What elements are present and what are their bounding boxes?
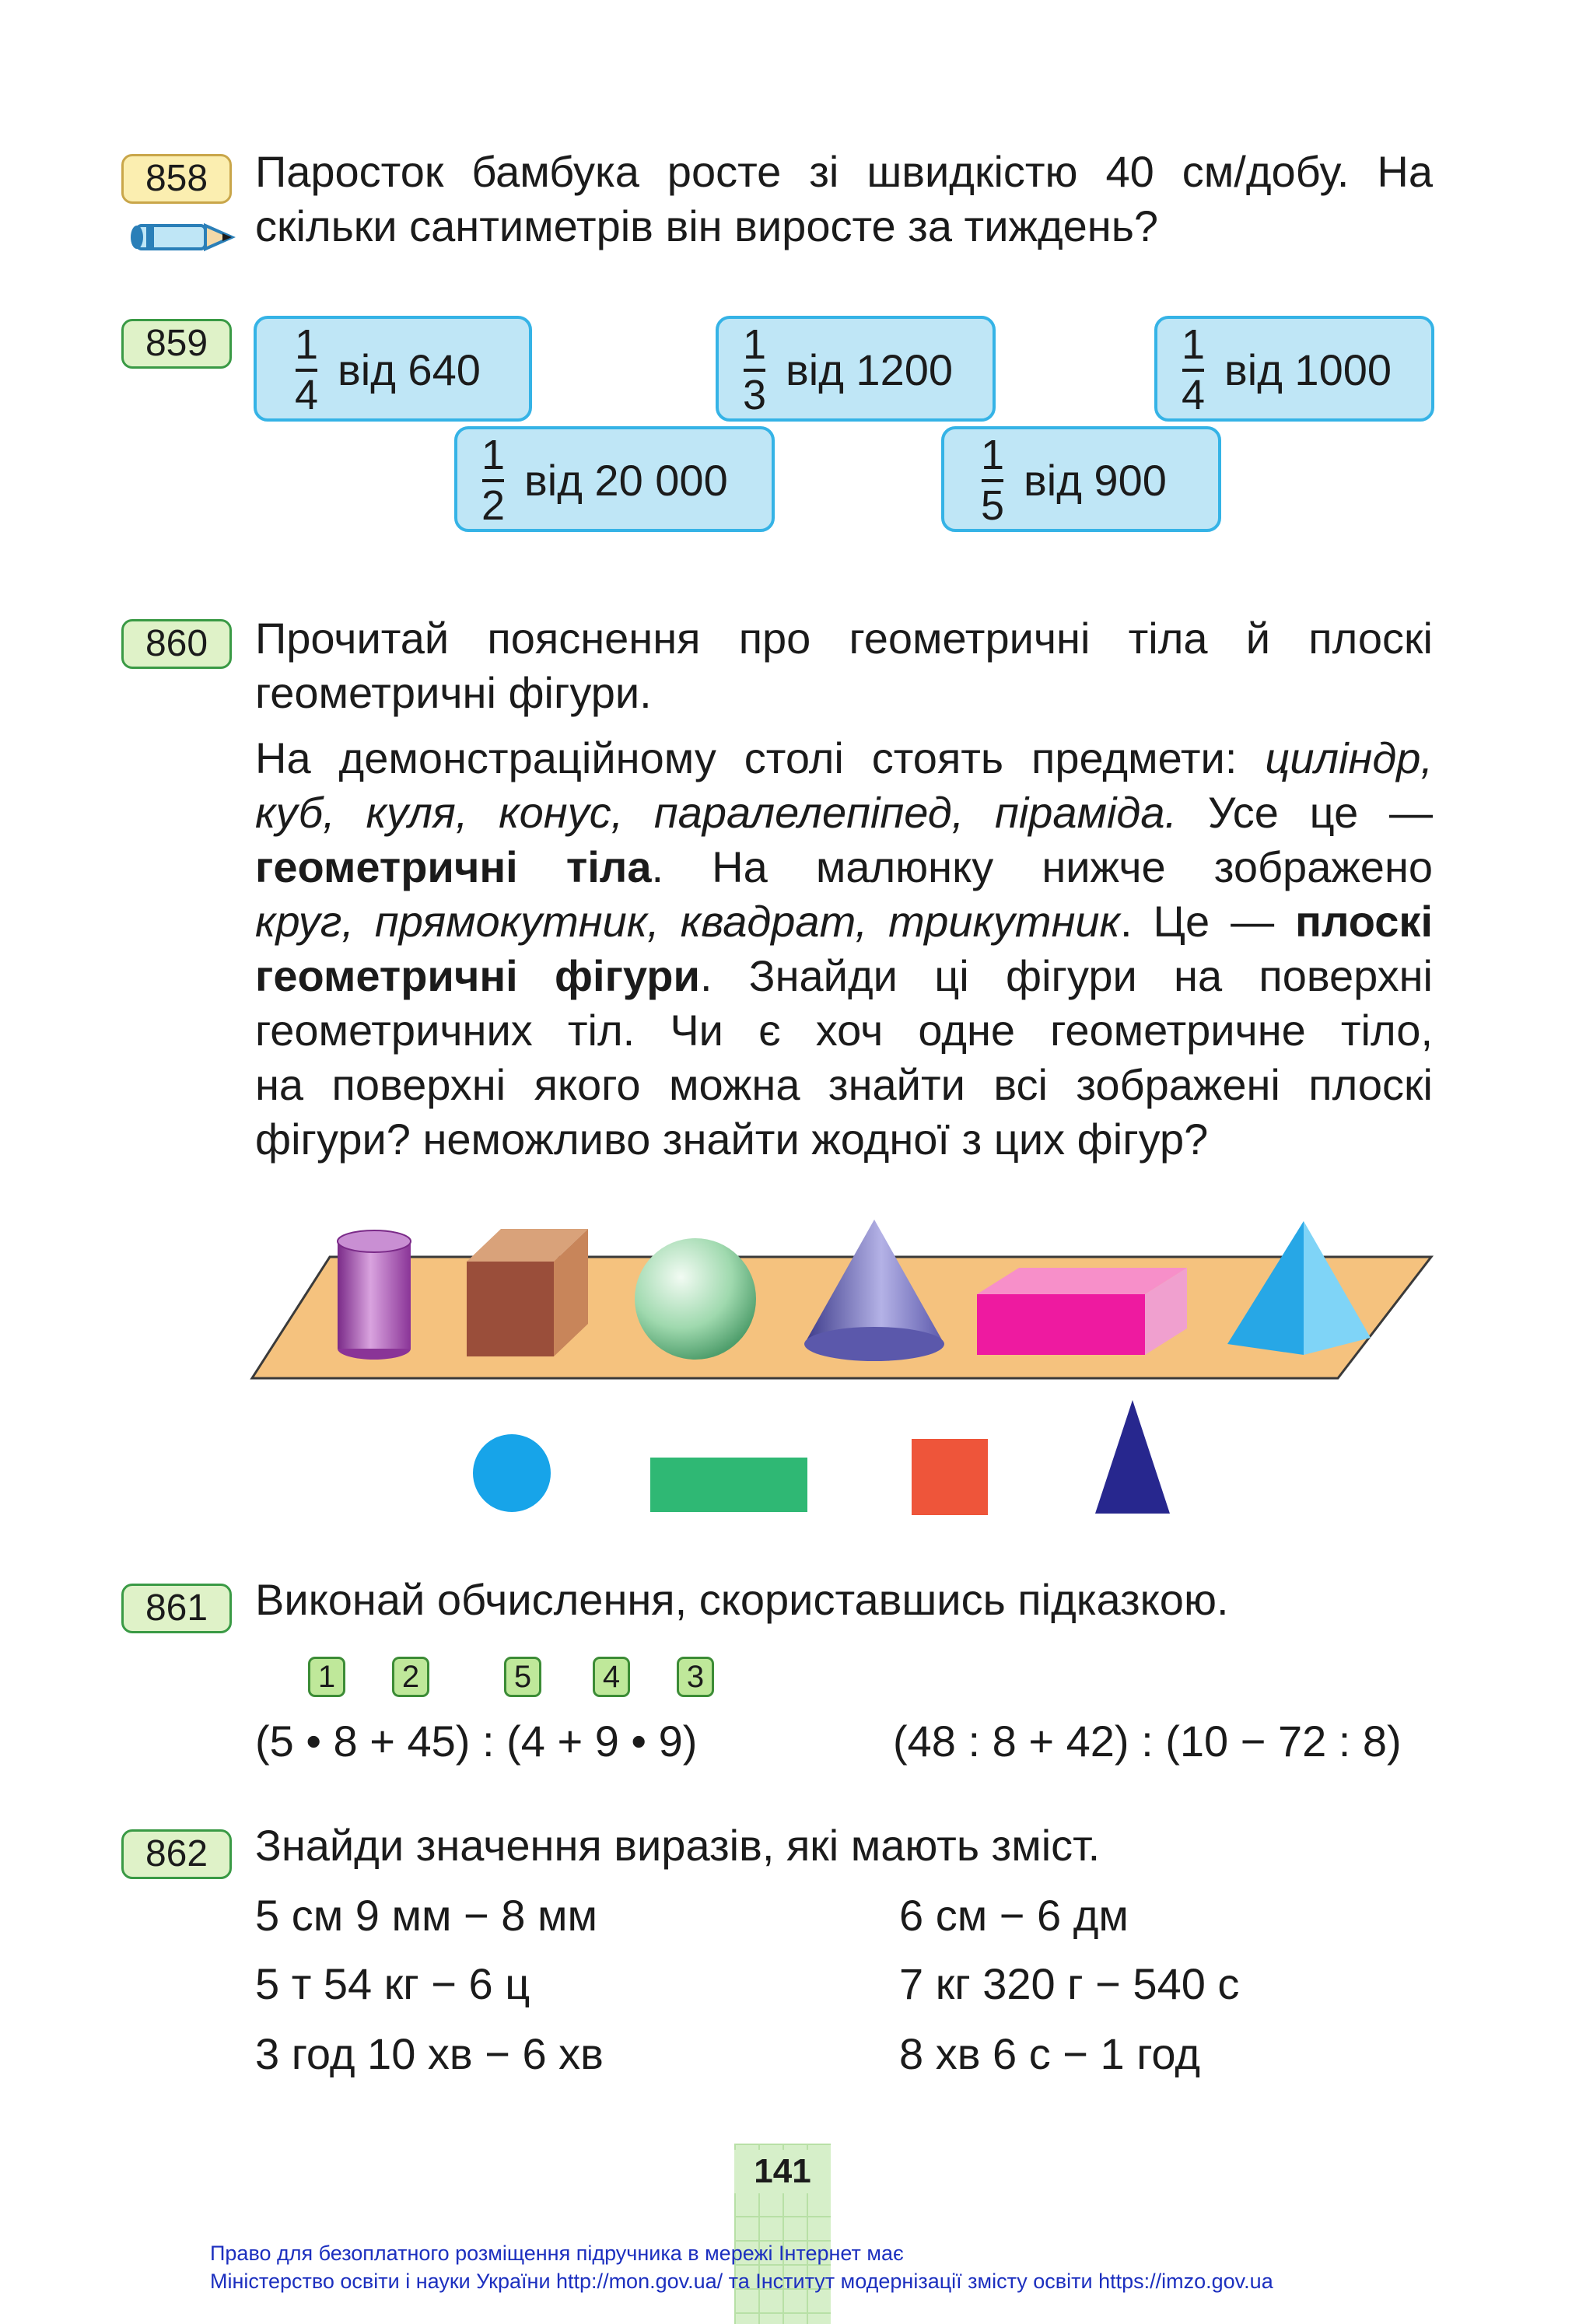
para-bold: плоскі bbox=[1295, 897, 1433, 946]
fraction-numerator: 1 bbox=[742, 321, 767, 368]
fraction-denominator: 2 bbox=[481, 482, 506, 529]
task-860-para-line7: на поверхні якого можна знайти всі зображені плоскі bbox=[255, 1060, 1433, 1109]
task-858-line2: скільки сантиметрів він виросте за тиждень? bbox=[255, 201, 1159, 250]
para-italic: куб, куля, конус, паралелепіпед, піраміда. bbox=[255, 788, 1178, 837]
task-861-text: Виконай обчислення, скориставшись підказкою. bbox=[255, 1575, 1229, 1624]
para-italic: циліндр, bbox=[1265, 733, 1434, 782]
fraction-text: від 1200 bbox=[786, 345, 954, 394]
hint-order-3: 3 bbox=[677, 1657, 714, 1697]
fraction-numerator: 1 bbox=[1181, 321, 1206, 368]
task-860-para-line3 bbox=[255, 840, 1433, 894]
task-number-859: 859 bbox=[121, 319, 232, 369]
rectangle-figure bbox=[650, 1458, 807, 1512]
para-text: . Знайди ці фігури на поверхні bbox=[699, 951, 1433, 1000]
expr-left-1: 5 см 9 мм − 8 мм bbox=[255, 1891, 597, 1940]
para-italic: круг, прямокутник, квадрат, трикутник bbox=[255, 897, 1120, 946]
triangle-figure bbox=[1095, 1400, 1170, 1514]
task-860-para-line8: фігури? неможливо знайти жодної з цих фігур? bbox=[255, 1115, 1209, 1164]
task-860-para-line4 bbox=[255, 894, 1433, 949]
fraction-numerator: 1 bbox=[294, 321, 319, 368]
hint-order-5: 5 bbox=[504, 1657, 541, 1697]
expression-2: (48 : 8 + 42) : (10 − 72 : 8) bbox=[893, 1717, 1402, 1766]
task-number-862: 862 bbox=[121, 1829, 232, 1879]
sphere-solid bbox=[635, 1238, 756, 1360]
task-860-para-line5 bbox=[255, 949, 1433, 1003]
fraction-text: від 900 bbox=[1024, 456, 1167, 505]
pencil-icon bbox=[123, 218, 240, 257]
expr-left-2: 5 т 54 кг − 6 ц bbox=[255, 1959, 530, 2008]
fraction-box bbox=[1154, 316, 1434, 422]
cuboid-solid bbox=[977, 1268, 1187, 1355]
fraction-box bbox=[716, 316, 996, 422]
para-bold: геометричні тіла bbox=[255, 842, 652, 891]
task-860-para-line1 bbox=[255, 731, 1433, 786]
circle-figure bbox=[473, 1434, 551, 1512]
fraction-box bbox=[941, 426, 1221, 532]
hint-order-2: 2 bbox=[392, 1657, 429, 1697]
cylinder-solid bbox=[338, 1230, 411, 1360]
fraction-denominator: 3 bbox=[742, 372, 767, 418]
task-860-para-line6: геометричних тіл. Чи є хоч одне геометричне тіло, bbox=[255, 1006, 1433, 1055]
hint-order-4: 4 bbox=[593, 1657, 630, 1697]
fraction-denominator: 4 bbox=[294, 372, 319, 418]
fraction-denominator: 4 bbox=[1181, 372, 1206, 418]
hint-order-1: 1 bbox=[308, 1657, 345, 1697]
fraction-box bbox=[254, 316, 532, 422]
task-860-intro-line2: геометричні фігури. bbox=[255, 668, 652, 717]
footer-line2: Міністерство освіти і науки України http://mon.gov.ua/ та Інститут модернізації змісту освіти https://imzo.gov.ua bbox=[210, 2270, 1273, 2293]
task-number-860: 860 bbox=[121, 619, 232, 669]
fraction-text: від 20 000 bbox=[524, 456, 728, 505]
fraction-denominator: 5 bbox=[980, 482, 1005, 529]
expr-left-3: 3 год 10 хв − 6 хв bbox=[255, 2029, 604, 2078]
fraction-text: від 640 bbox=[338, 345, 481, 394]
task-858-line1: Паросток бамбука росте зі швидкістю 40 см/добу. На bbox=[255, 147, 1433, 196]
fraction-numerator: 1 bbox=[481, 432, 506, 478]
square-figure bbox=[912, 1439, 988, 1515]
para-text: . Це — bbox=[1119, 897, 1275, 946]
footer-line1: Право для безоплатного розміщення підручника в мережі Інтернет має bbox=[210, 2242, 904, 2265]
task-860-para-line2 bbox=[255, 786, 1433, 840]
fraction-text: від 1000 bbox=[1224, 345, 1392, 394]
task-number-861: 861 bbox=[121, 1584, 232, 1633]
expr-right-1: 6 см − 6 дм bbox=[899, 1891, 1129, 1940]
expr-right-2: 7 кг 320 г − 540 с bbox=[899, 1959, 1240, 2008]
para-bold: геометричні фігури bbox=[255, 951, 700, 1000]
task-860-intro-line1: Прочитай пояснення про геометричні тіла й плоскі bbox=[255, 614, 1433, 663]
para-text: На демонстраційному столі стоять предмети: bbox=[255, 733, 1238, 782]
para-text: Усе це — bbox=[1207, 788, 1433, 837]
expression-1: (5 • 8 + 45) : (4 + 9 • 9) bbox=[255, 1717, 698, 1766]
expr-right-3: 8 хв 6 с − 1 год bbox=[899, 2029, 1201, 2078]
page-number: 141 bbox=[734, 2150, 831, 2193]
fraction-box bbox=[454, 426, 775, 532]
cube-solid bbox=[467, 1229, 588, 1356]
fraction-numerator: 1 bbox=[980, 432, 1005, 478]
page-number-tab bbox=[734, 2144, 831, 2324]
para-text: . На малюнку нижче зображено bbox=[651, 842, 1434, 891]
plane-figures bbox=[451, 1392, 1190, 1524]
task-862-text: Знайди значення виразів, які мають зміст. bbox=[255, 1821, 1101, 1870]
task-number-858: 858 bbox=[121, 154, 232, 204]
